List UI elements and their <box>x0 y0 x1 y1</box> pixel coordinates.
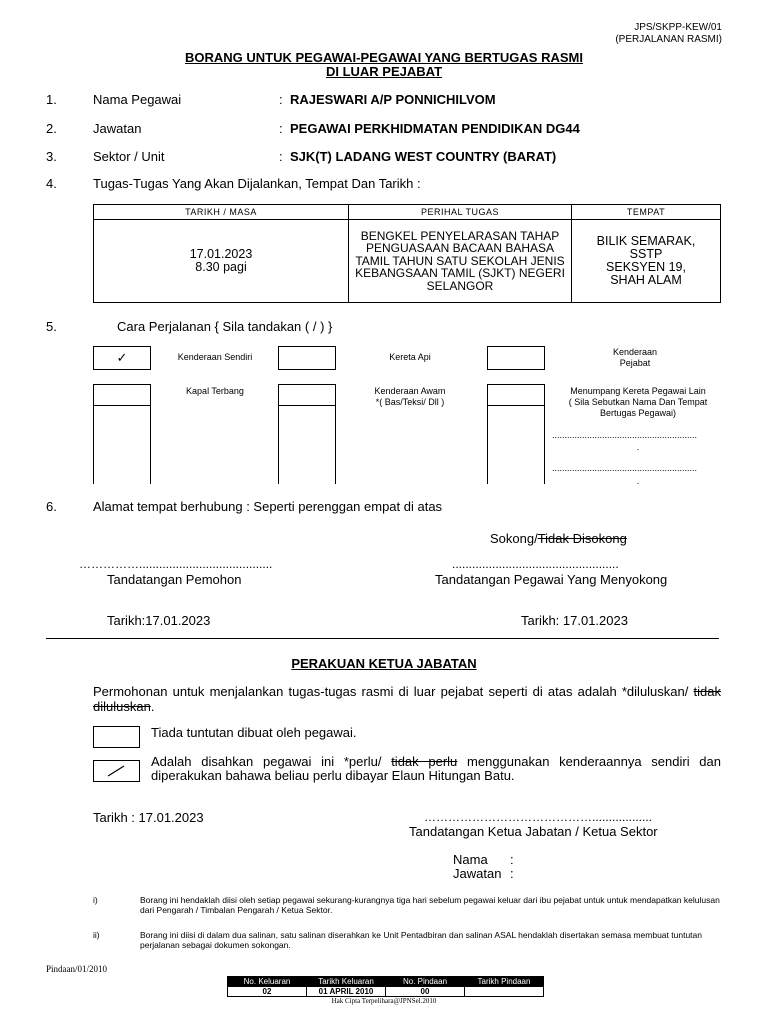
item-6-label: Alamat tempat berhubung : Seperti perenggan empat di atas <box>93 499 443 514</box>
footer-value <box>465 987 544 997</box>
label-line: Pejabat <box>619 358 651 368</box>
pemohon-signature-line[interactable]: ……………........................................ <box>79 557 273 571</box>
kenderaan-pejabat-label <box>570 347 700 369</box>
sokong-no: Tidak Disokong <box>537 531 627 546</box>
copyright: Hak Cipta Terpelihara@JPNSel.2010 <box>331 997 437 1005</box>
footer-header: No. Keluaran <box>228 977 307 987</box>
elaun-label-line1 <box>151 754 721 769</box>
perakuan-text-part: Permohonan untuk menjalankan tugas-tugas rasmi di luar pejabat seperti di atas adalah *diluluskan/ <box>93 684 694 699</box>
ketua-signature-line[interactable]: …………………………………….................. <box>424 810 653 824</box>
label-line: *( Bas/Teksi/ Dll ) <box>375 397 445 407</box>
page-title: BORANG UNTUK PEGAWAI-PEGAWAI YANG BERTUGAS RASMI <box>185 50 583 65</box>
label-line: ( Sila Sebutkan Nama Dan Tempat <box>568 397 708 407</box>
header-tempat: TEMPAT <box>572 205 721 220</box>
elaun-label-line2: diperakukan bahawa beliau perlu dibayar Elaun Hitungan Batu. <box>151 768 515 783</box>
menumpang-label <box>548 386 728 419</box>
footer-header: Tarikh Keluaran <box>307 977 386 987</box>
box-side-line <box>150 406 151 484</box>
pemohon-date: Tarikh:17.01.2023 <box>107 613 211 628</box>
pindaan-code: Pindaan/01/2010 <box>46 964 107 974</box>
item-number: 2. <box>46 121 57 136</box>
item-number: 1. <box>46 92 57 107</box>
task-date: 17.01.2023 <box>189 247 253 261</box>
fill-dot: . <box>636 476 640 486</box>
menumpang-fill-line[interactable]: .......................................................... <box>552 430 698 440</box>
kapal-terbang-label: Kapal Terbang <box>186 386 244 396</box>
kenderaan-sendiri-label: Kenderaan Sendiri <box>177 352 253 362</box>
elaun-checkbox[interactable] <box>93 760 140 782</box>
perakuan-title: PERAKUAN KETUA JABATAN <box>291 656 477 671</box>
footer-header: No. Pindaan <box>386 977 465 987</box>
page-title-line2: DI LUAR PEJABAT <box>325 64 443 79</box>
form-subtitle: (PERJALANAN RASMI) <box>615 34 722 45</box>
kenderaan-awam-label <box>350 386 470 408</box>
kereta-api-label: Kereta Api <box>389 352 431 362</box>
sokong-yes: Sokong/ <box>490 531 538 546</box>
elaun-text-part: menggunakan kenderaannya sendiri dan <box>457 754 722 769</box>
note-text: Borang ini hendaklah diisi oleh setiap pegawai sekurang-kurangnya tiga hari sebelum pegawai keluar dari ibu pejabat untuk untuk mendapatkan kelulusan dari Pengarah / Timbalan Pengarah / Ketua Sektor. <box>140 895 720 915</box>
jawatan-colon: : <box>510 866 514 881</box>
place-line: SEKSYEN 19, <box>606 260 686 274</box>
header-tarikh: TARIKH / MASA <box>94 205 349 220</box>
elaun-text-strike: tidak perlu <box>391 754 458 769</box>
box-side-line <box>335 406 336 484</box>
box-side-line <box>544 406 545 484</box>
table-row <box>94 220 721 303</box>
kapal-terbang-checkbox[interactable] <box>93 384 151 406</box>
menumpang-fill-line[interactable]: .......................................................... <box>552 463 698 473</box>
footer-value-row <box>228 987 544 997</box>
kenderaan-sendiri-checkbox[interactable]: ✓ <box>93 346 151 370</box>
nama-pegawai-value: RAJESWARI A/P PONNICHILVOM <box>290 92 496 107</box>
penyokong-signature-label: Tandatangan Pegawai Yang Menyokong <box>435 572 668 587</box>
item-colon: : <box>279 121 283 136</box>
item-4-number: 4. <box>46 176 57 191</box>
kereta-api-checkbox[interactable] <box>278 346 336 370</box>
perakuan-text <box>93 684 721 714</box>
item-colon: : <box>279 92 283 107</box>
footer-value: 00 <box>386 987 465 997</box>
item-4-label: Tugas-Tugas Yang Akan Dijalankan, Tempat Dan Tarikh : <box>93 176 421 191</box>
perakuan-text-strike: tidak diluluskan <box>93 684 721 714</box>
jawatan-label: Jawatan <box>453 866 502 881</box>
elaun-text-part: Adalah disahkan pegawai ini *perlu/ <box>151 754 392 769</box>
place-line: SHAH ALAM <box>610 273 682 287</box>
menumpang-checkbox[interactable] <box>487 384 545 406</box>
footer-header: Tarikh Pindaan <box>465 977 544 987</box>
perakuan-text-end: . <box>150 699 155 714</box>
sokong-status <box>490 531 627 546</box>
cell-tarikh <box>94 220 349 303</box>
place-line: SSTP <box>629 247 663 261</box>
fill-dot: . <box>636 442 640 452</box>
header-perihal: PERIHAL TUGAS <box>349 205 572 220</box>
item-label: Sektor / Unit <box>93 149 165 164</box>
nama-label: Nama <box>453 852 488 867</box>
item-6-number: 6. <box>46 499 57 514</box>
nama-colon: : <box>510 852 514 867</box>
penyokong-signature-line[interactable]: .................................................. <box>452 557 619 571</box>
kenderaan-pejabat-checkbox[interactable] <box>487 346 545 370</box>
box-side-line <box>278 406 279 484</box>
ketua-signature-label: Tandatangan Ketua Jabatan / Ketua Sektor <box>409 824 658 839</box>
item-5-number: 5. <box>46 319 57 334</box>
box-side-line <box>93 406 94 484</box>
section-divider <box>46 638 719 639</box>
item-5-label: Cara Perjalanan { Sila tandakan ( / ) } <box>117 319 333 334</box>
note-number: ii) <box>93 930 100 940</box>
form-code: JPS/SKPP-KEW/01 <box>634 22 722 33</box>
label-line: Kenderaan Awam <box>374 386 446 396</box>
cell-perihal: BENGKEL PENYELARASAN TAHAP PENGUASAAN BACAAN BAHASA TAMIL TAHUN SATU SEKOLAH JENIS KEBANGSAAN TAMIL (SJKT) NEGERI SELANGOR <box>349 220 572 303</box>
tiada-tuntutan-label: Tiada tuntutan dibuat oleh pegawai. <box>151 725 357 740</box>
form-reference <box>615 22 722 46</box>
label-line: Menumpang Kereta Pegawai Lain <box>570 386 706 396</box>
penyokong-date: Tarikh: 17.01.2023 <box>521 613 628 628</box>
pemohon-signature-label: Tandatangan Pemohon <box>107 572 242 587</box>
footer-value: 01 APRIL 2010 <box>307 987 386 997</box>
footer-value: 02 <box>228 987 307 997</box>
item-colon: : <box>279 149 283 164</box>
task-time: 8.30 pagi <box>195 260 247 274</box>
cell-tempat <box>572 220 721 303</box>
item-label: Jawatan <box>93 121 142 136</box>
task-table <box>93 204 721 303</box>
perakuan-date: Tarikh : 17.01.2023 <box>93 810 204 825</box>
item-number: 3. <box>46 149 57 164</box>
note-text: Borang ini diisi di dalam dua salinan, satu salinan diserahkan ke Unit Pentadbiran dan salinan ASAL hendaklah disertakan semasa membuat tuntutan perjalanan sebagai dokumen sokongan. <box>140 930 702 950</box>
footer-header-row <box>228 977 544 987</box>
label-line: Bertugas Pegawai) <box>599 408 677 418</box>
tiada-tuntutan-checkbox[interactable] <box>93 726 140 748</box>
note-number: i) <box>93 895 98 905</box>
slash-mark-icon <box>94 761 139 781</box>
table-header-row <box>94 205 721 220</box>
label-line: Kenderaan <box>612 347 658 357</box>
kenderaan-awam-checkbox[interactable] <box>278 384 336 406</box>
footer-table <box>227 976 544 997</box>
jawatan-value: PEGAWAI PERKHIDMATAN PENDIDIKAN DG44 <box>290 121 580 136</box>
place-line: BILIK SEMARAK, <box>596 234 696 248</box>
sektor-value: SJK(T) LADANG WEST COUNTRY (BARAT) <box>290 149 557 164</box>
box-side-line <box>487 406 488 484</box>
item-label: Nama Pegawai <box>93 92 182 107</box>
